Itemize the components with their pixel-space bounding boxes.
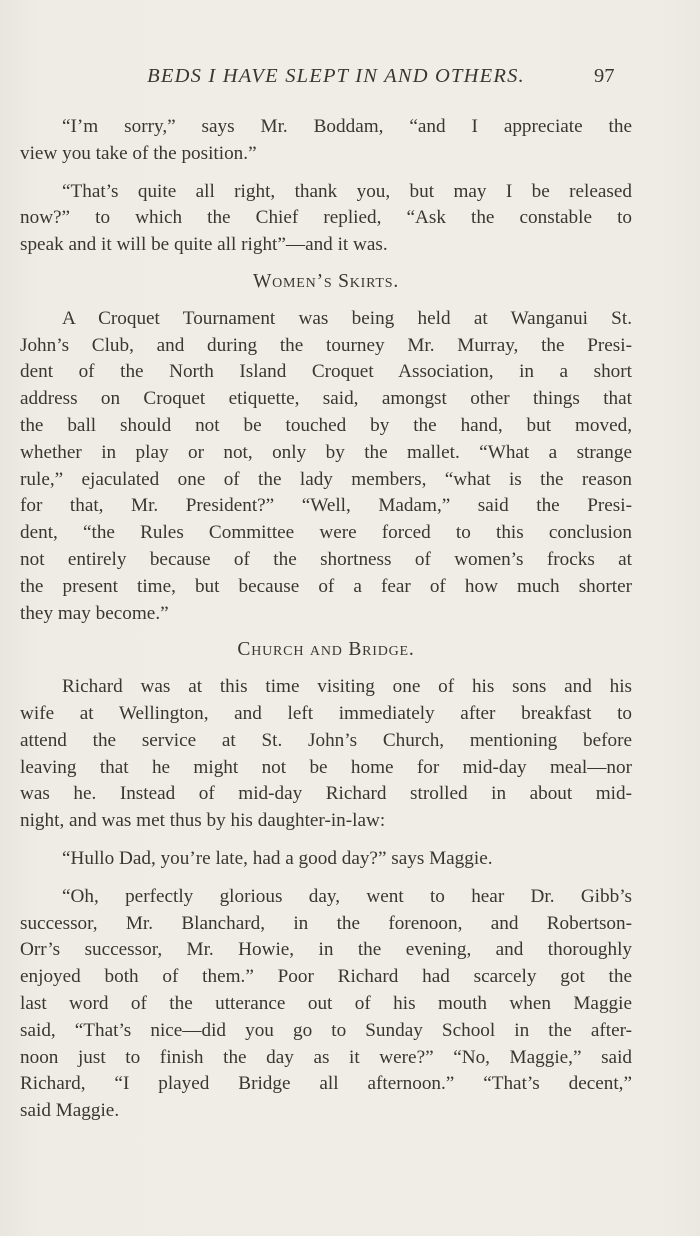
text-line: attend the service at St. John’s Church, mentioning before bbox=[20, 729, 632, 751]
text-line: rule,” ejaculated one of the lady members, “what is the reason bbox=[20, 468, 632, 490]
text-line: Orr’s successor, Mr. Howie, in the evening, and thoroughly bbox=[20, 939, 632, 961]
text-line: last word of the utterance out of his mouth when Maggie bbox=[20, 992, 632, 1014]
section-heading: Women’s Skirts. bbox=[252, 270, 400, 292]
paragraph bbox=[20, 674, 632, 835]
text-line: “That’s quite all right, thank you, but may I be released bbox=[62, 180, 632, 202]
text-line: “Hullo Dad, you’re late, had a good day?” says Maggie. bbox=[62, 847, 493, 869]
text-line: noon just to finish the day as it were?” “No, Maggie,” said bbox=[20, 1046, 632, 1068]
paragraph bbox=[20, 306, 632, 628]
text-line: “I’m sorry,” says Mr. Boddam, “and I appreciate the bbox=[62, 116, 632, 137]
text-line: Richard, “I played Bridge all afternoon.” “That’s decent,” bbox=[20, 1073, 632, 1095]
text-line: successor, Mr. Blanchard, in the forenoon, and Robertson- bbox=[20, 912, 632, 934]
text-line: dent of the North Island Croquet Association, in a short bbox=[20, 361, 632, 383]
text-line: view you take of the position.” bbox=[20, 142, 257, 164]
text-line: now?” to which the Chief replied, “Ask the constable to bbox=[20, 207, 632, 229]
text-line: for that, Mr. President?” “Well, Madam,” said the Presi- bbox=[20, 495, 632, 517]
text-line: not entirely because of the shortness of women’s frocks at bbox=[20, 548, 632, 570]
text-line: A Croquet Tournament was being held at Wanganui St. bbox=[62, 307, 632, 329]
paragraph bbox=[20, 884, 632, 1125]
text-line: address on Croquet etiquette, said, amongst other things that bbox=[20, 388, 632, 410]
text-line: was he. Instead of mid-day Richard strolled in about mid- bbox=[20, 783, 632, 805]
text-line: the ball should not be touched by the hand, but moved, bbox=[20, 414, 632, 436]
running-title: BEDS I HAVE SLEPT IN AND OTHERS. bbox=[147, 65, 525, 87]
paragraph-gap bbox=[20, 168, 632, 179]
body-text bbox=[20, 114, 632, 1125]
text-line: enjoyed both of them.” Poor Richard had scarcely got the bbox=[20, 966, 632, 988]
paragraph-gap bbox=[20, 835, 632, 846]
text-line: whether in play or not, only by the mallet. “What a strange bbox=[20, 441, 632, 463]
paragraph bbox=[20, 114, 632, 168]
text-line: the present time, but because of a fear of how much shorter bbox=[20, 575, 632, 597]
text-line: said, “That’s nice—did you go to Sunday School in the after- bbox=[20, 1019, 632, 1041]
text-line: “Oh, perfectly glorious day, went to hear Dr. Gibb’s bbox=[62, 885, 632, 907]
paragraph bbox=[20, 179, 632, 259]
page-number: 97 bbox=[594, 65, 615, 87]
text-line: John’s Club, and during the tourney Mr. Murray, the Presi- bbox=[20, 334, 632, 356]
text-line: they may become.” bbox=[20, 602, 169, 624]
text-line: dent, “the Rules Committee were forced to this conclusion bbox=[20, 522, 632, 544]
text-line: night, and was met thus by his daughter-in-law: bbox=[20, 810, 386, 832]
text-line: speak and it will be quite all right”—and it was. bbox=[20, 234, 388, 256]
paragraph-gap bbox=[20, 873, 632, 884]
paragraph bbox=[20, 846, 632, 873]
text-line: wife at Wellington, and left immediately after breakfast to bbox=[20, 702, 632, 724]
section-heading: Church and Bridge. bbox=[237, 639, 415, 661]
text-line: said Maggie. bbox=[20, 1100, 120, 1122]
text-line: leaving that he might not be home for mid-day meal—nor bbox=[20, 756, 632, 778]
text-line: Richard was at this time visiting one of his sons and his bbox=[62, 676, 632, 698]
running-head bbox=[0, 62, 700, 92]
